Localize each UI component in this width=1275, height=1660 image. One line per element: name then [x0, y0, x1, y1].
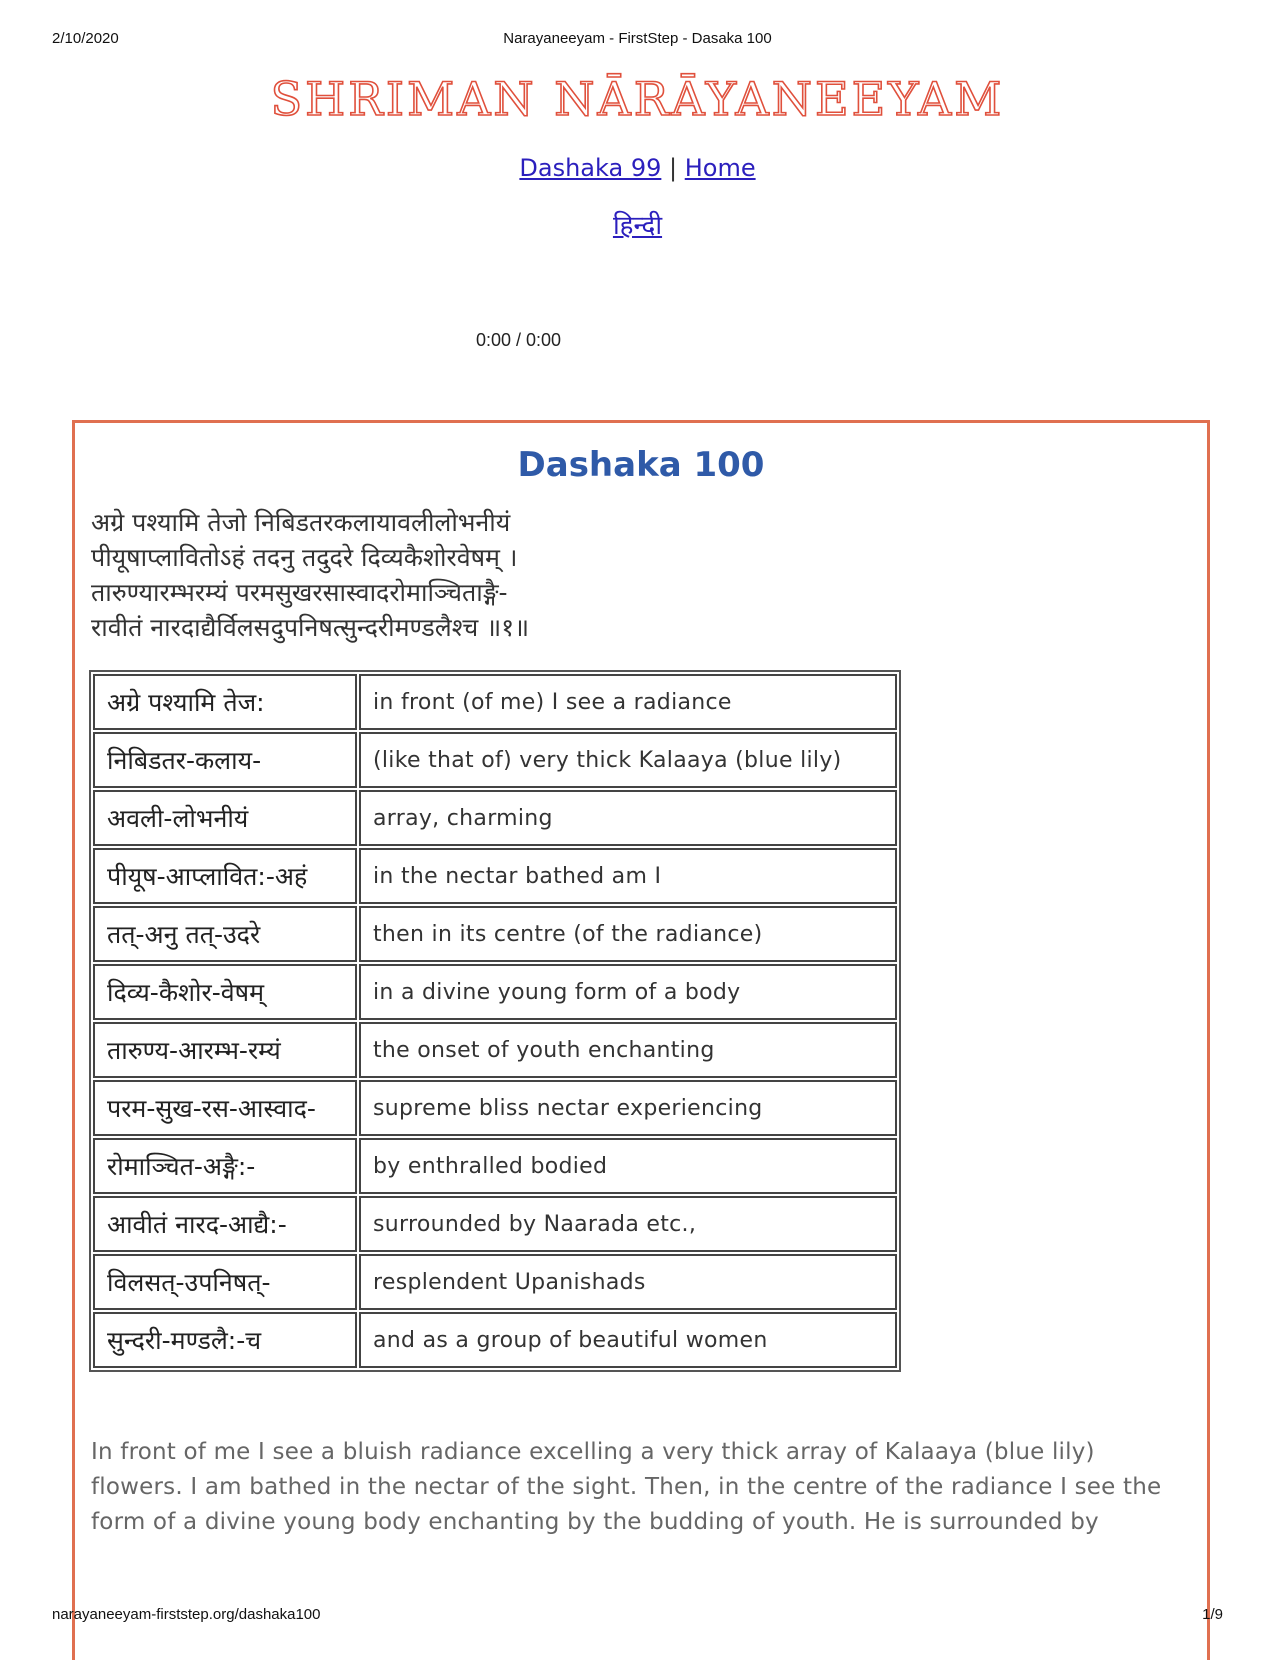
english-meaning-cell: resplendent Upanishads — [359, 1254, 897, 1310]
table-row — [93, 1080, 897, 1136]
english-meaning-cell: in front (of me) I see a radiance — [359, 674, 897, 730]
english-meaning-cell: (like that of) very thick Kalaaya (blue lily) — [359, 732, 897, 788]
sanskrit-word-cell: निबिडतर-कलाय- — [93, 732, 357, 788]
table-row — [93, 906, 897, 962]
table-row — [93, 790, 897, 846]
print-footer — [52, 1606, 1223, 1626]
word-meaning-table — [89, 670, 901, 1372]
language-switch — [0, 206, 1275, 242]
table-row — [93, 674, 897, 730]
sanskrit-word-cell: परम-सुख-रस-आस्वाद- — [93, 1080, 357, 1136]
print-url: narayaneeyam-firststep.org/dashaka100 — [52, 1606, 321, 1623]
verse-line: पीयूषाप्लावितोऽहं तदनु तदुदरे दिव्यकैशोरवेषम् । — [91, 543, 518, 572]
english-meaning-cell: and as a group of beautiful women — [359, 1312, 897, 1368]
table-row — [93, 964, 897, 1020]
english-meaning-cell: array, charming — [359, 790, 897, 846]
sanskrit-word-cell: विलसत्-उपनिषत्- — [93, 1254, 357, 1310]
table-row — [93, 1196, 897, 1252]
table-row — [93, 1022, 897, 1078]
dashaka-heading: Dashaka 100 — [517, 445, 765, 485]
print-page-number: 1/9 — [1202, 1606, 1223, 1623]
sanskrit-word-cell: अवली-लोभनीयं — [93, 790, 357, 846]
sanskrit-word-cell: तत्-अनु तत्-उदरे — [93, 906, 357, 962]
english-meaning-cell: supreme bliss nectar experiencing — [359, 1080, 897, 1136]
sanskrit-word-cell: रोमाञ्चित-अङ्गै:- — [93, 1138, 357, 1194]
sanskrit-verse — [91, 505, 1191, 645]
hindi-link[interactable]: हिन्दी — [612, 211, 663, 241]
verse-line: रावीतं नारदाद्यैर्विलसदुपनिषत्सुन्दरीमण्डलैश्च ॥१॥ — [91, 613, 530, 642]
table-row — [93, 1138, 897, 1194]
print-date: 2/10/2020 — [52, 30, 119, 47]
sanskrit-word-cell: आवीतं नारद-आद्यै:- — [93, 1196, 357, 1252]
english-meaning-cell: then in its centre (of the radiance) — [359, 906, 897, 962]
nav-separator: | — [669, 154, 678, 182]
english-meaning-cell: surrounded by Naarada etc., — [359, 1196, 897, 1252]
sanskrit-word-cell: सुन्दरी-मण्डलै:-च — [93, 1312, 357, 1368]
prev-dashaka-link[interactable]: Dashaka 99 — [519, 154, 662, 182]
english-meaning-cell: the onset of youth enchanting — [359, 1022, 897, 1078]
sanskrit-word-cell: अग्रे पश्यामि तेज: — [93, 674, 357, 730]
sanskrit-word-cell: दिव्य-कैशोर-वेषम् — [93, 964, 357, 1020]
site-title: SHRIMAN NĀRĀYANEEYAM — [270, 72, 1005, 126]
english-meaning-cell: in the nectar bathed am I — [359, 848, 897, 904]
table-row — [93, 1312, 897, 1368]
english-meaning-cell: by enthralled bodied — [359, 1138, 897, 1194]
home-link[interactable]: Home — [684, 154, 756, 182]
verse-line: तारुण्यारम्भरम्यं परमसुखरसास्वादरोमाञ्चिताङ्गै- — [91, 578, 508, 607]
print-doc-title: Narayaneeyam - FirstStep - Dasaka 100 — [503, 30, 772, 47]
table-row — [93, 732, 897, 788]
english-meaning-cell: in a divine young form of a body — [359, 964, 897, 1020]
content-box — [72, 420, 1210, 1660]
table-row — [93, 1254, 897, 1310]
verse-line: अग्रे पश्यामि तेजो निबिडतरकलायावलीलोभनीयं — [91, 508, 511, 537]
audio-time-display: 0:00 / 0:00 — [476, 330, 562, 350]
table-row — [93, 848, 897, 904]
sanskrit-word-cell: तारुण्य-आरम्भ-रम्यं — [93, 1022, 357, 1078]
page-navigation — [0, 154, 1275, 182]
verse-translation: In front of me I see a bluish radiance excelling a very thick array of Kalaaya (blue lily) flowers. I am bathed in the nectar of the sight. Then, in the centre of the radiance I see the form of a divine young body enchanting by the budding of youth. He is surrounded by — [91, 1439, 1162, 1535]
print-header — [52, 30, 1223, 50]
sanskrit-word-cell: पीयूष-आप्लावित:-अहं — [93, 848, 357, 904]
